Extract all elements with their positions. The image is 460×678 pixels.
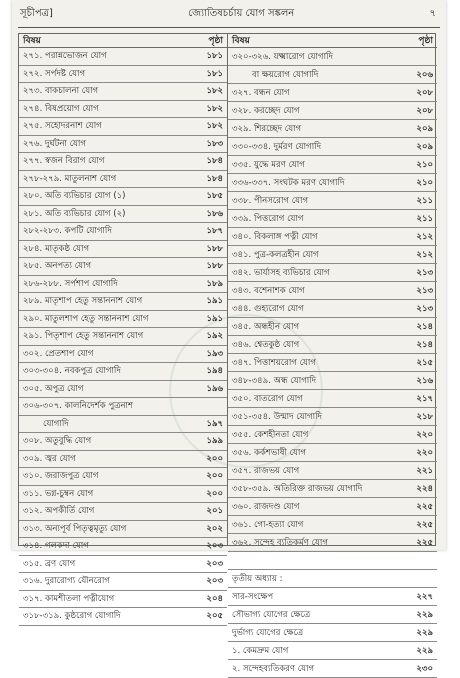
entry-title: ৩৫৬. কর্কশভাষী যোগ (232, 447, 306, 458)
entry-title: সার-সংক্ষেপ (232, 591, 274, 602)
entry-page: ২১৬ (416, 375, 433, 386)
entry-page: ১৮২ (206, 86, 223, 97)
entry-page: ২১৪ (416, 339, 433, 350)
entry-title: ৩৪৩. বশেনাশক যোগ (232, 285, 305, 296)
entry-title: ২৭৩. বাকচালনা যোগ (23, 86, 99, 97)
entry-title: যোগাদি (43, 418, 69, 429)
header-rule (18, 27, 440, 28)
entry-page: ১৯১ (206, 296, 223, 307)
contents-entry (228, 192, 437, 210)
entry-page: ২১৩ (416, 303, 433, 314)
entry-title: ৩৪২. ভার্যাসহ ব্যভিচার যোগ (232, 267, 330, 278)
entry-title: ৩৩০-৩৩৪. দুর্মরণ যোগাদি (232, 141, 322, 152)
entry-title: ৩১১. ভগ্ন-চুম্বন যোগ (23, 488, 94, 499)
contents-table (18, 33, 436, 674)
contents-entry (228, 48, 437, 66)
contents-entry (19, 608, 227, 626)
entry-page: ২২৪ (416, 483, 433, 494)
entry-title: ৩৪৫. অন্ধহীন যোগ (232, 321, 300, 332)
entry-page: ১৯৯ (206, 436, 223, 447)
entry-page: ২১০ (416, 177, 433, 188)
entry-title: ৩৪৮-৩৪৯. অন্ধ যোগাদি (232, 375, 317, 386)
entry-page: ২০২ (206, 523, 223, 534)
contents-entry (19, 66, 227, 84)
contents-entry (19, 223, 227, 241)
contents-entry (19, 83, 227, 101)
book-page (12, 0, 446, 674)
entry-title: ২৭৪. বিষপ্রয়োগ যোগ (23, 103, 99, 114)
contents-entry (19, 363, 227, 381)
entry-title: ২৯১. পিতৃশাপ হেতু সন্তাননাশ যোগ (23, 331, 144, 342)
topic-header: বিষয় (23, 36, 41, 46)
entry-page: ২২৯ (416, 627, 433, 638)
entry-title: ৩৪৭. পিত্তাশয়রোগ যোগ (232, 357, 316, 368)
entry-title: ২৮১. অতি ব্যভিচার যোগ (২) (23, 208, 126, 219)
entry-page: ২০৯ (416, 123, 433, 134)
entry-page: ১৯৪ (206, 366, 223, 377)
entry-title: ৩৫৫. কেশহীনতা যোগ (232, 429, 309, 440)
entry-title: ৩৫৭. রাজভয় যোগ (232, 465, 300, 476)
entry-title: ৩১৬. দুরারোগ্য যৌনরোগ (23, 576, 110, 587)
section-label: সূচীপত্র] (20, 7, 53, 19)
entry-title: ২৭১. পরান্নভোজন যোগ (23, 51, 107, 62)
entry-title: ২৭৫. সহোদরনাশ যোগ (23, 121, 102, 132)
contents-entry (19, 328, 227, 346)
entry-page: ২০০ (206, 471, 223, 482)
entry-title: ৩০৮. অতুবুদ্ধি যোগ (23, 436, 92, 447)
entry-page: ১৮৯ (206, 278, 223, 289)
contents-entry (19, 486, 227, 504)
contents-entry (19, 433, 227, 451)
entry-title: ৩২৮. করচ্ছেদ যোগ (232, 105, 300, 116)
contents-entry (228, 570, 437, 588)
entry-page: ২১০ (416, 159, 433, 170)
contents-entry (19, 188, 227, 206)
entry-title: ৩১৭. কামশীতলা পত্নীযোগ (23, 593, 115, 604)
contents-entry (228, 84, 437, 102)
contents-entry (19, 451, 227, 469)
contents-column-right (228, 34, 437, 674)
contents-entry (228, 642, 437, 660)
entry-page: ২১১ (416, 195, 433, 206)
contents-entry (19, 591, 227, 609)
entry-title: ৩০৫. অপুত্র যোগ (23, 383, 84, 394)
entry-title: ৩৫০. বাতরোগ যোগ (232, 393, 303, 404)
contents-entry (228, 462, 437, 480)
contents-entry (228, 156, 437, 174)
contents-entry (228, 66, 437, 84)
contents-entry (19, 468, 227, 486)
contents-entry (228, 624, 437, 642)
entry-title: ২৮৫. অনপত্য যোগ (23, 261, 92, 272)
entry-page: ২০৫ (206, 611, 223, 622)
contents-entry (228, 120, 437, 138)
contents-entry (228, 210, 437, 228)
entry-page: ২০৩ (206, 558, 223, 569)
contents-entry (228, 498, 437, 516)
entry-page: ২২৯ (416, 609, 433, 620)
contents-entry (19, 136, 227, 154)
entry-title: ৩১৩. অন্যপূর্ব পিতৃত্বমৃত্যু যোগ (23, 523, 127, 534)
entry-title: ৩৩৫. যুদ্ধে মরণ যোগ (232, 159, 305, 170)
entry-page: ২২০ (416, 429, 433, 440)
contents-entry (228, 408, 437, 426)
entry-title: ৩৪১. পুত্র-কলত্রহীন যোগ (232, 249, 319, 260)
contents-entry (228, 264, 437, 282)
entry-title: ৩০৩-৩০৪. নবকপুত্র যোগাদি (23, 366, 121, 377)
entry-title: ৩২০-৩২৬. যক্ষ্মারোগ যোগাদি (232, 51, 333, 62)
contents-entry (228, 480, 437, 498)
entry-page: ১৮২ (206, 121, 223, 132)
contents-entry (19, 276, 227, 294)
contents-entry (228, 336, 437, 354)
contents-entry (19, 153, 227, 171)
page-number: ৭ (429, 7, 436, 19)
entry-page: ১৮১ (206, 51, 223, 62)
entry-title: সৌভাগ্য যোগের ক্ষেত্রে (232, 609, 311, 620)
contents-entry (19, 118, 227, 136)
entry-page: ২০৪ (206, 593, 223, 604)
entry-page: ১৯৭ (206, 418, 223, 429)
entry-page: ২০৯ (416, 141, 433, 152)
entry-title: ২৮৯. মাতৃশাপ হেতু সন্তাননাশ যোগ (23, 296, 143, 307)
contents-entry (19, 48, 227, 66)
entry-page: ১৮৮ (206, 261, 223, 272)
page-header: পৃষ্ঠা (418, 36, 433, 46)
entry-title: ৩০২. প্রেতশাপ যোগ (23, 348, 94, 359)
topic-header: বিষয় (232, 36, 250, 46)
entry-page: ১৮২ (206, 103, 223, 114)
contents-entry (19, 521, 227, 539)
entry-page: ১৮৭ (206, 226, 223, 237)
entry-page: ২২০ (416, 447, 433, 458)
entry-page: ২১২ (416, 249, 433, 260)
entry-title: ৩০৯. জ্বর যোগ (23, 453, 76, 464)
contents-entry (19, 346, 227, 364)
contents-entry (19, 573, 227, 591)
entry-title: ৩৫৮-৩৫৯. অতিরিক্ত রাজভয় যোগাদি (232, 483, 363, 494)
entry-page: ২২৯ (416, 645, 433, 656)
entry-title: ২৭৮-২৭৯. মাতুলনাশ যোগ (23, 173, 117, 184)
entry-page: ২১৮ (416, 411, 433, 422)
entry-title: ৩৬১. গো-হত্যা যোগ (232, 519, 304, 530)
entry-title: ৩৪৪. গুহ্যরোগ যোগ (232, 303, 304, 314)
contents-entry (19, 416, 227, 434)
entry-title: ৩৪০. বিকলাঙ্গ পত্নী যোগ (232, 231, 318, 242)
entry-title: ২৭২. সর্পদষ্ট যোগ (23, 68, 86, 79)
contents-entry (228, 516, 437, 534)
contents-entry (19, 556, 227, 574)
contents-entry (228, 138, 437, 156)
entry-title: ৩১২. অপকীর্তি যোগ (23, 506, 95, 517)
entry-title: ২৯০. মাতুলশাপ হেতু সন্তাননাশ যোগ (23, 313, 149, 324)
entry-title: ৩২৭. বন্ধন যোগ (232, 87, 290, 98)
entry-page: ২০৬ (416, 69, 433, 80)
entry-title: ২৮২-২৮৩. কপটি যোগাদি (23, 226, 112, 237)
contents-entry (228, 390, 437, 408)
entry-page: ২০৮ (416, 87, 433, 98)
contents-entry (228, 174, 437, 192)
entry-page: ২১১ (416, 213, 433, 224)
entry-title: ৩৪৬. শ্বেতকুষ্ঠ যোগ (232, 339, 300, 350)
entry-title: ৩১৫. ব্রণ যোগ (23, 558, 76, 569)
entry-title: ২৭৭. স্বজন বিরাগ যোগ (23, 156, 105, 167)
contents-entry (228, 444, 437, 462)
entry-title: ১. কেমদ্রুম যোগ (232, 645, 289, 656)
entry-title: ৩৩৯. পিত্তরোগ যোগ (232, 213, 304, 224)
entry-page: ২২৫ (416, 519, 433, 530)
contents-entry (228, 660, 437, 678)
contents-entry (228, 102, 437, 120)
entry-title: ৩১৪. গলকদা যোগ (23, 541, 89, 552)
contents-entry (228, 318, 437, 336)
contents-entry (19, 538, 227, 556)
entry-page: ২২১ (416, 465, 433, 476)
contents-entry (228, 606, 437, 624)
entry-title: ৩০৬-৩০৭. কালনিদের্শক পুত্রনাশ (23, 401, 134, 412)
contents-entry (228, 372, 437, 390)
entry-page: ২১৫ (416, 357, 433, 368)
entry-title: ২৮৪. মাতৃকষ্ঠ যোগ (23, 243, 90, 254)
contents-entry (19, 381, 227, 399)
entry-page: ১৮৫ (206, 191, 223, 202)
entry-title: ২৭৬. দুর্ঘটনা যোগ (23, 138, 86, 149)
entry-page: ২০৩ (206, 541, 223, 552)
contents-entry (228, 588, 437, 606)
entry-page: ১৯১ (206, 313, 223, 324)
contents-entry (19, 258, 227, 276)
entry-page: ১৮১ (206, 68, 223, 79)
contents-entry (19, 171, 227, 189)
entry-title: দুর্ভাগ্য যোগের ক্ষেত্রে (232, 627, 304, 638)
entry-title: ৩৩৮. পীনসরোগ যোগ (232, 195, 309, 206)
entry-page: ১৯২ (206, 331, 223, 342)
entry-title: বা ক্ষয়রোগ যোগাদি (252, 69, 319, 80)
contents-entry (19, 398, 227, 416)
contents-entry (228, 426, 437, 444)
contents-entry (228, 534, 437, 552)
contents-entry (228, 246, 437, 264)
column-header (228, 34, 437, 48)
entry-page: ১৯৬ (206, 383, 223, 394)
entry-title: ৩৫১-৩৫৪. উন্মাদ যোগাদি (232, 411, 323, 422)
contents-entry (228, 552, 437, 570)
contents-entry (19, 311, 227, 329)
entry-title: ২৮৬-২৮৮. সর্পশাপ যোগাদি (23, 278, 118, 289)
entry-page: ২১৪ (416, 321, 433, 332)
entry-page: ১৯৩ (206, 348, 223, 359)
entry-title: ৩৬০. রাজদণ্ড যোগ (232, 501, 300, 512)
entry-title: ২৮০. অতি ব্যভিচার যোগ (১) (23, 191, 126, 202)
contents-entry (19, 101, 227, 119)
page-header: পৃষ্ঠা (208, 36, 223, 46)
entry-page: ১৮৮ (206, 243, 223, 254)
entry-page: ২০৮ (416, 105, 433, 116)
entry-page: ২০০ (206, 453, 223, 464)
entry-page: ২১৩ (416, 267, 433, 278)
entry-page: ২২৫ (416, 537, 433, 548)
contents-entry (228, 228, 437, 246)
contents-entry (228, 300, 437, 318)
entry-page: ১৮৩ (206, 138, 223, 149)
contents-entry (19, 241, 227, 259)
entry-page: ২০৩ (206, 576, 223, 587)
entry-page: ১৮৬ (206, 208, 223, 219)
entry-page: ২২৭ (416, 591, 433, 602)
entry-page: ২১২ (416, 231, 433, 242)
entry-title: তৃতীয় অধ্যায় : (232, 573, 283, 584)
contents-entry (19, 206, 227, 224)
entry-title: ৩১৮-৩১৯. কুষ্ঠরোগ যোগাদি (23, 611, 121, 622)
entry-title: ৩১০. জরাজপুত্র যোগ (23, 471, 99, 482)
running-head (20, 4, 436, 24)
entry-page: ১৮৪ (206, 156, 223, 167)
entry-title: ৩৩৬-৩৩৭. সংঘটক মরণ যোগাদি (232, 177, 345, 188)
entry-page: ১৮৪ (206, 173, 223, 184)
entry-page: ২১৩ (416, 285, 433, 296)
entry-page: ২১৭ (416, 393, 433, 404)
book-title: জ্যোতিষচর্চায় যোগ সঙ্কলন (188, 7, 295, 19)
entry-page: ২০১ (206, 506, 223, 517)
contents-entry (228, 282, 437, 300)
entry-page: ২৩০ (416, 663, 433, 674)
contents-entry (19, 503, 227, 521)
entry-title: ২. সন্দেহব্যতিকরণ যোগ (232, 663, 315, 674)
contents-column-left (19, 34, 228, 622)
contents-entry (19, 293, 227, 311)
entry-page: ২০০ (206, 488, 223, 499)
entry-page: ২২৫ (416, 501, 433, 512)
column-header (19, 34, 227, 48)
entry-title: ৩৬২. সন্দেহ ব্যতিকর্মণ যোগ (232, 537, 328, 548)
contents-entry (228, 354, 437, 372)
entry-title: ৩২৯. শিরচ্ছেদ যোগ (232, 123, 302, 134)
